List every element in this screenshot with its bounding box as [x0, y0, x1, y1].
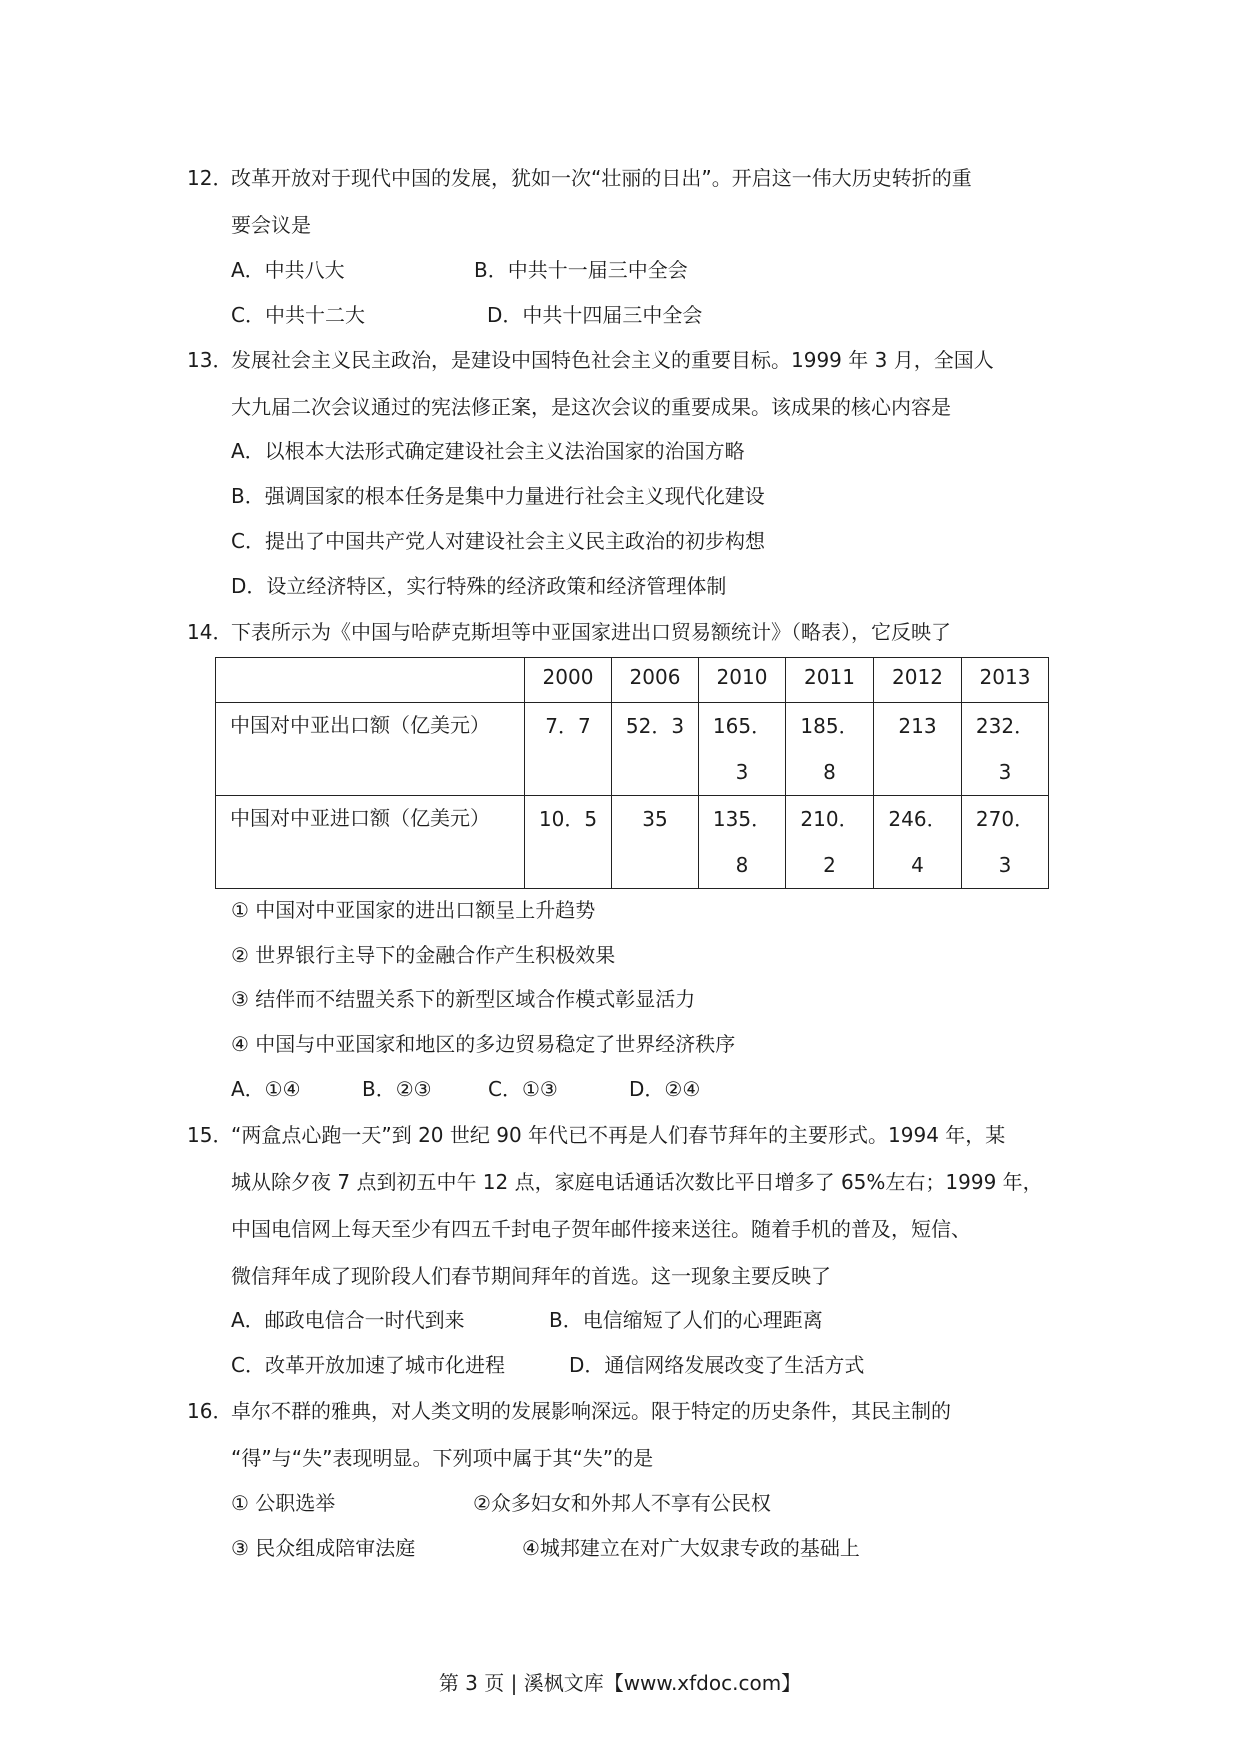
cell-value-continued: 8	[823, 760, 836, 784]
option-d: D．通信网络发展改变了生活方式	[569, 1353, 865, 1377]
table-row-export	[216, 703, 1049, 796]
table-cell	[962, 703, 1049, 796]
option-d: D．中共十四届三中全会	[487, 303, 703, 327]
table-cell	[874, 796, 962, 889]
statement-2: ②众多妇女和外邦人不享有公民权	[473, 1491, 771, 1515]
question-number: 12．	[187, 166, 233, 190]
year-header: 2006	[612, 658, 699, 703]
table-header-row	[216, 658, 1049, 703]
option-c: C．提出了中国共产党人对建设社会主义民主政治的初步构想	[231, 529, 765, 553]
table-cell	[874, 703, 962, 796]
table-row-import	[216, 796, 1049, 889]
statement-4: ④城邦建立在对广大奴隶专政的基础上	[522, 1536, 860, 1560]
question-stem: 中国电信网上每天至少有四五千封电子贺年邮件接来送往。随着手机的普及，短信、	[231, 1217, 971, 1241]
row-label-text: 中国对中亚进口额（亿美元）	[230, 806, 490, 830]
table-cell	[525, 796, 612, 889]
table-cell	[962, 796, 1049, 889]
table-cell	[699, 796, 786, 889]
question-stem: 大九届二次会议通过的宪法修正案，是这次会议的重要成果。该成果的核心内容是	[231, 395, 951, 419]
question-number: 13．	[187, 348, 233, 372]
row-label	[216, 703, 525, 796]
year-header: 2012	[874, 658, 962, 703]
statement-1: ① 中国对中亚国家的进出口额呈上升趋势	[231, 898, 596, 922]
cell-value-continued: 8	[735, 853, 749, 877]
statement-4: ④ 中国与中亚国家和地区的多边贸易稳定了世界经济秩序	[231, 1032, 736, 1056]
question-stem: 改革开放对于现代中国的发展，犹如一次“壮丽的日出”。开启这一伟大历史转折的重	[231, 166, 972, 190]
year-header: 2010	[699, 658, 786, 703]
row-label-text: 中国对中亚出口额（亿美元）	[230, 713, 490, 737]
table-cell	[699, 703, 786, 796]
statement-3: ③ 民众组成陪审法庭	[231, 1536, 416, 1560]
cell-value-continued: 2	[823, 853, 836, 877]
table-cell	[786, 703, 874, 796]
row-label	[216, 796, 525, 889]
option-c: C．①③	[488, 1077, 558, 1101]
cell-value: 52．3	[625, 714, 685, 738]
question-number: 16．	[187, 1399, 233, 1423]
cell-value: 135．	[712, 807, 772, 831]
trade-table	[215, 657, 1049, 889]
cell-value: 185．	[800, 714, 859, 738]
option-a: A．①④	[231, 1077, 301, 1101]
year-header: 2013	[962, 658, 1049, 703]
page-footer: 第 3 页 | 溪枫文库【www.xfdoc.com】	[438, 1671, 802, 1695]
question-stem: 卓尔不群的雅典，对人类文明的发展影响深远。限于特定的历史条件，其民主制的	[231, 1399, 951, 1423]
question-stem: “得”与“失”表现明显。下列项中属于其“失”的是	[231, 1446, 654, 1470]
option-b: B．②③	[362, 1077, 432, 1101]
option-a: A．邮政电信合一时代到来	[231, 1308, 465, 1332]
cell-value: 246．	[888, 807, 947, 831]
table-cell	[612, 796, 699, 889]
cell-value: 7．7	[545, 714, 591, 738]
cell-value: 10．5	[538, 807, 598, 831]
option-a: A．中共八大	[231, 258, 345, 282]
option-b: B．电信缩短了人们的心理距离	[549, 1308, 823, 1332]
cell-value: 35	[642, 807, 668, 831]
option-d: D．②④	[629, 1077, 701, 1101]
question-stem: 城从除夕夜 7 点到初五中午 12 点，家庭电话通话次数比平日增多了 65%左右；1999 年，	[231, 1170, 1043, 1194]
table-corner-cell	[216, 658, 525, 703]
cell-value: 232．	[975, 714, 1035, 738]
option-d: D．设立经济特区，实行特殊的经济政策和经济管理体制	[231, 574, 727, 598]
cell-value-continued: 3	[735, 760, 749, 784]
question-number: 15．	[187, 1123, 233, 1147]
option-c: C．中共十二大	[231, 303, 365, 327]
question-stem: 发展社会主义民主政治，是建设中国特色社会主义的重要目标。1999 年 3 月，全国人	[231, 348, 994, 372]
statement-3: ③ 结伴而不结盟关系下的新型区域合作模式彰显活力	[231, 987, 696, 1011]
table-cell	[525, 703, 612, 796]
cell-value: 270．	[975, 807, 1035, 831]
question-stem: 要会议是	[231, 213, 311, 237]
cell-value: 165．	[712, 714, 772, 738]
option-b: B．中共十一届三中全会	[474, 258, 688, 282]
option-c: C．改革开放加速了城市化进程	[231, 1353, 505, 1377]
statement-1: ① 公职选举	[231, 1491, 336, 1515]
cell-value: 213	[898, 714, 937, 738]
cell-value-continued: 3	[998, 760, 1012, 784]
question-stem: “两盒点心跑一天”到 20 世纪 90 年代已不再是人们春节拜年的主要形式。1994 年，某	[231, 1123, 1006, 1147]
question-stem: 微信拜年成了现阶段人们春节期间拜年的首选。这一现象主要反映了	[231, 1264, 831, 1288]
option-a: A．以根本大法形式确定建设社会主义法治国家的治国方略	[231, 439, 745, 463]
statement-2: ② 世界银行主导下的金融合作产生积极效果	[231, 943, 616, 967]
year-header: 2011	[786, 658, 874, 703]
cell-value: 210．	[800, 807, 859, 831]
cell-value-continued: 3	[998, 853, 1012, 877]
question-number: 14．	[187, 620, 233, 644]
question-stem: 下表所示为《中国与哈萨克斯坦等中亚国家进出口贸易额统计》（略表），它反映了	[231, 620, 951, 644]
option-b: B．强调国家的根本任务是集中力量进行社会主义现代化建设	[231, 484, 765, 508]
table-cell	[612, 703, 699, 796]
year-header: 2000	[525, 658, 612, 703]
cell-value-continued: 4	[911, 853, 924, 877]
table-cell	[786, 796, 874, 889]
